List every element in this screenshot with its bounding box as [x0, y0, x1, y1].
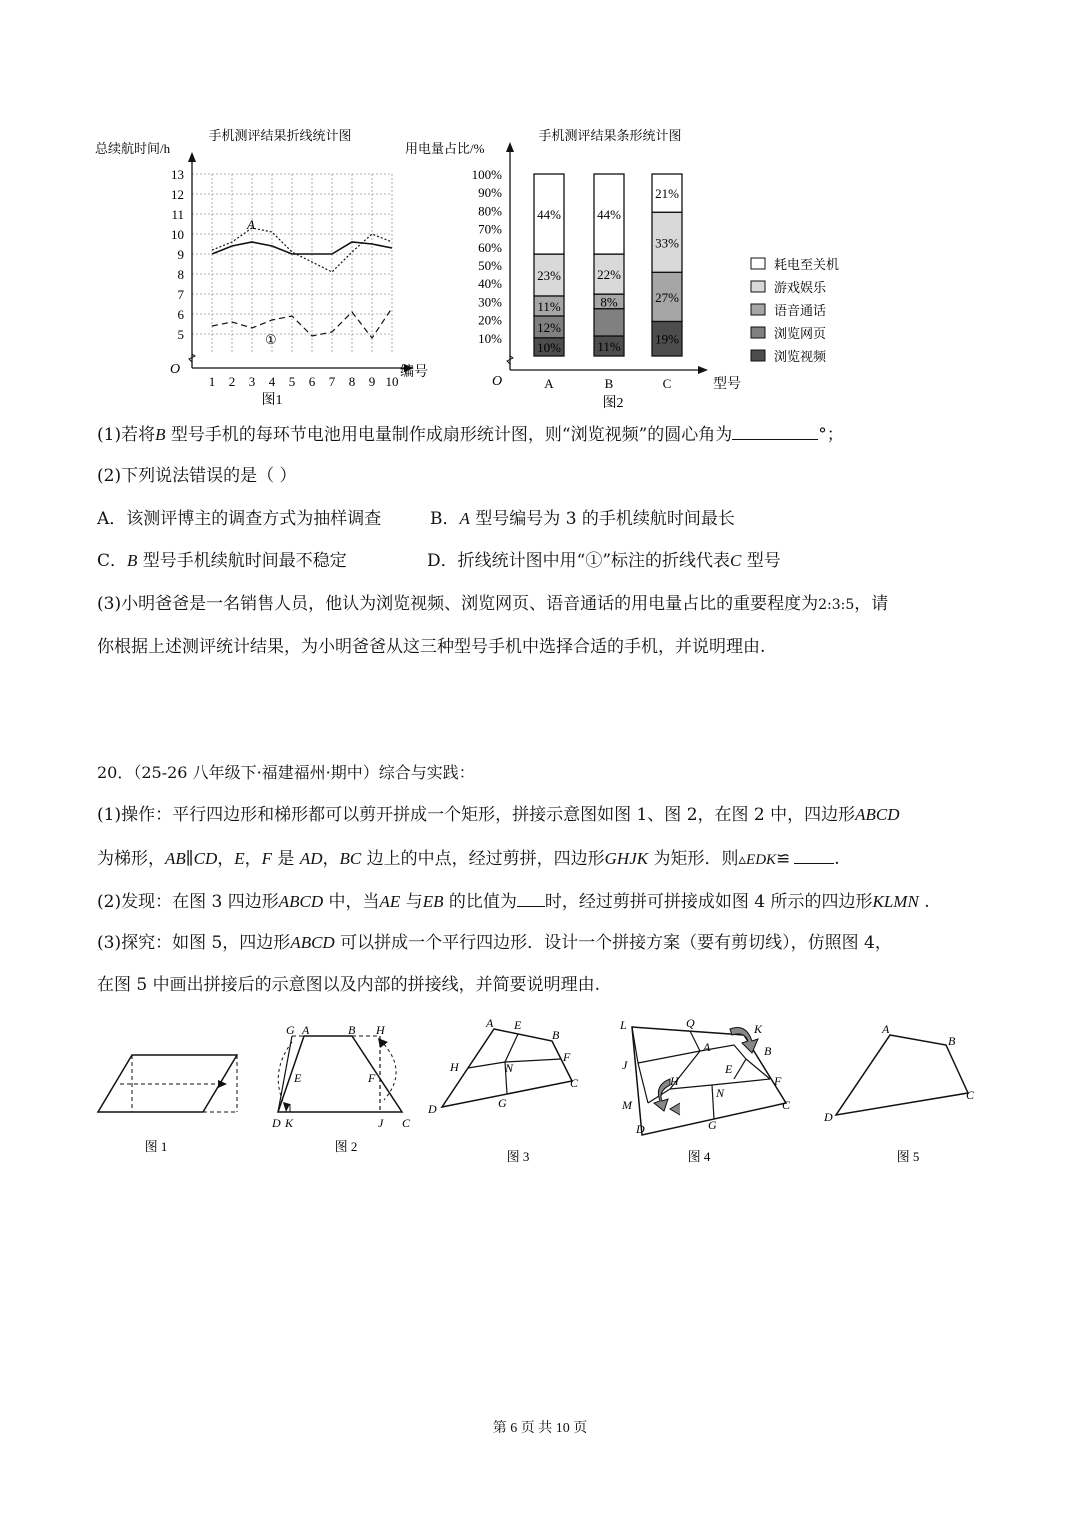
fig3-label-b: B — [552, 1028, 560, 1042]
fig5-label-a: A — [882, 1022, 890, 1036]
answer-blank-angle[interactable] — [732, 423, 818, 440]
line-chart-axes — [188, 152, 414, 372]
line-chart-y-tick-label: 7 — [177, 287, 184, 302]
fig3-label-c: C — [570, 1076, 579, 1090]
bar-chart-x-arrow — [698, 366, 708, 374]
fig4-label-q: Q — [686, 1016, 695, 1030]
fig3-label-a: A — [486, 1016, 494, 1030]
fig2-label-a: A — [302, 1023, 310, 1037]
legend-swatch — [751, 258, 765, 269]
line-chart-series-line-2 — [212, 242, 392, 254]
fig4-label-e: E — [725, 1062, 733, 1076]
q19-part1: (1)若将B 型号手机的每环节电池用电量制作成扇形统计图，则“浏览视频”的圆心角为 °； — [97, 425, 844, 445]
fig4-label-f: F — [774, 1074, 782, 1088]
fig4-label-c: C — [782, 1098, 791, 1112]
q19-option-c[interactable]: C．B 型号手机续航时间最不稳定 — [97, 551, 347, 571]
q20-part1-line1: (1)操作：平行四边形和梯形都可以剪开拼成一个矩形，拼接示意图如图 1、图 2，在图 2 中，四边形ABCD — [97, 805, 900, 825]
fig4-label-l: L — [620, 1018, 627, 1032]
legend-label: 耗电至关机 — [774, 257, 840, 272]
bar-chart-y-ticks — [472, 167, 503, 346]
line-chart-x-tick-label: 3 — [248, 374, 256, 389]
line-chart-marker-1: ① — [265, 332, 277, 347]
fig3-label-h: H — [450, 1060, 459, 1074]
figure-3-caption: 图 3 — [506, 1149, 530, 1164]
bar-data-label: 21% — [655, 186, 679, 202]
bar-chart-y-tick-label: 20% — [478, 312, 502, 328]
bar-chart — [400, 118, 880, 418]
line-chart-series-line-3 — [212, 308, 392, 338]
bar-data-label: 44% — [537, 207, 561, 223]
q19-option-d[interactable]: D．折线统计图中用“①”标注的折线代表C 型号 — [427, 551, 781, 571]
line-chart-y-arrow — [188, 152, 196, 162]
line-chart-x-tick-label: 4 — [268, 374, 276, 389]
bar-data-label: 33% — [655, 235, 679, 251]
bar-chart-y-tick-label: 40% — [478, 276, 502, 292]
line-chart-marker-a: A — [247, 217, 255, 232]
fig5-label-d: D — [824, 1110, 833, 1124]
line-chart-y-tick-label: 12 — [171, 187, 184, 202]
figure-3 — [424, 1015, 594, 1175]
fig2-label-j: J — [378, 1116, 384, 1130]
line-chart-series-line-1 — [212, 228, 392, 272]
bar-chart-y-tick-label: 50% — [478, 258, 502, 273]
fig4-label-d: D — [636, 1122, 645, 1136]
q19-part3-line1: (3)小明爸爸是一名销售人员，他认为浏览视频、浏览网页、语音通话的用电量占比的重要程度为2:3:5，请 — [97, 594, 889, 614]
fig4-label-b: B — [764, 1044, 772, 1058]
bar-chart-y-tick-label: 60% — [478, 239, 502, 255]
bar-chart-y-tick-label: 90% — [478, 185, 502, 201]
legend-swatch — [751, 281, 765, 292]
bar-chart-y-tick-label: 100% — [471, 167, 502, 182]
q19-option-b[interactable]: B．A 型号编号为 3 的手机续航时间最长 — [430, 509, 735, 529]
fig3-label-e: E — [514, 1018, 522, 1032]
answer-blank-ratio[interactable] — [517, 890, 545, 907]
q20-heading: 20．（25-26 八年级下·福建福州·期中）综合与实践： — [97, 763, 475, 782]
fig2-label-b: B — [348, 1023, 356, 1037]
bar-chart-title: 手机测评结果条形统计图 — [538, 128, 682, 143]
bar-chart-legend — [751, 257, 839, 364]
fig2-label-f: F — [368, 1071, 376, 1085]
bar-chart-x-tick-label: A — [544, 376, 554, 391]
bar-data-label: 19% — [655, 331, 679, 347]
figure-5 — [820, 1015, 990, 1175]
bar-chart-y-tick-label: 10% — [478, 330, 502, 346]
fig2-label-c: C — [402, 1116, 411, 1130]
bar-chart-y-tick-label: 80% — [478, 203, 502, 219]
figure-2 — [262, 1020, 422, 1170]
line-chart-y-ticks — [171, 167, 185, 342]
bar-data-label: 12% — [537, 319, 561, 335]
bar-chart-y-tick-label: 30% — [478, 294, 502, 310]
bar-data-label: 22% — [597, 267, 621, 283]
line-chart-x-tick-label: 7 — [328, 374, 336, 389]
q20-part2: (2)发现：在图 3 四边形ABCD 中，当AE 与EB 的比值为 时，经过剪拼可拼接成如图 4 所示的四边形KLMN . — [97, 892, 930, 912]
fig2-label-k: K — [285, 1116, 294, 1130]
line-chart-y-tick-label: 10 — [171, 227, 184, 242]
figure-5-caption: 图 5 — [896, 1149, 920, 1164]
line-chart-y-tick-label: 9 — [177, 247, 184, 262]
line-chart-x-tick-label: 5 — [288, 374, 296, 389]
line-chart-xlabel: 编号 — [400, 365, 428, 380]
line-chart-x-tick-label: 8 — [348, 374, 356, 389]
line-chart-x-ticks — [209, 374, 399, 389]
line-chart-ylabel: 总续航时间/h — [95, 141, 171, 156]
legend-swatch — [751, 350, 765, 361]
line-chart-series — [212, 228, 392, 338]
line-chart-x-tick-label: 10 — [385, 374, 399, 389]
legend-swatch — [751, 304, 765, 315]
line-chart-y-tick-label: 6 — [177, 307, 184, 322]
figure-1 — [90, 1040, 250, 1170]
line-chart-y-tick-label: 13 — [171, 167, 184, 182]
fig5-label-b: B — [948, 1034, 956, 1048]
bar-data-label: 27% — [655, 289, 679, 305]
bar-chart-xlabel: 型号 — [713, 377, 741, 392]
fig4-label-m: M — [622, 1098, 632, 1112]
line-chart-x-tick-label: 9 — [368, 374, 376, 389]
line-chart-y-tick-label: 5 — [177, 327, 184, 342]
page-footer: 第 6 页 共 10 页 — [492, 1421, 588, 1436]
line-chart-x-tick-label: 6 — [308, 374, 316, 389]
figure-1-caption: 图 1 — [144, 1139, 168, 1154]
fig3-label-n: N — [505, 1061, 514, 1075]
fig4-label-g: G — [708, 1118, 717, 1132]
bar-chart-x-tick-label: B — [604, 376, 614, 391]
bar-chart-origin: O — [492, 374, 503, 389]
q20-part1-line2: 为梯形，AB∥CD，E，F 是 AD，BC 边上的中点，经过剪拼，四边形GHJK 为矩形．则▵EDK≌ . — [97, 849, 840, 869]
fig4-label-j: J — [622, 1058, 628, 1072]
line-chart-x-tick-label: 2 — [228, 374, 236, 389]
fig2-label-g: G — [286, 1023, 295, 1037]
fig2-label-h: H — [376, 1023, 385, 1037]
q19-part3-line2: 你根据上述测评统计结果，为小明爸爸从这三种型号手机中选择合适的手机，并说明理由. — [97, 637, 766, 657]
line-chart-grid — [192, 174, 392, 354]
bar-chart-ylabel: 用电量占比/% — [405, 141, 485, 156]
figure-2-caption: 图 2 — [334, 1139, 358, 1154]
q19-part2: (2)下列说法错误的是（ ） — [97, 466, 297, 486]
bar-chart-bars — [534, 174, 682, 356]
legend-label: 游戏娱乐 — [774, 280, 827, 295]
fig4-label-n: N — [716, 1086, 725, 1100]
fig2-label-d: D — [272, 1116, 281, 1130]
answer-blank-congruent[interactable] — [794, 847, 834, 864]
bar-chart-y-tick-label: 70% — [478, 221, 502, 237]
bar-segment — [594, 309, 624, 336]
figure-4 — [604, 1015, 814, 1175]
fig2-label-e: E — [294, 1071, 302, 1085]
fig4-label-a: A — [703, 1040, 711, 1054]
line-chart-origin: O — [170, 362, 181, 377]
bar-chart-x-tick-label: C — [662, 376, 672, 391]
bar-chart-caption: 图2 — [602, 396, 624, 411]
fig3-label-f: F — [563, 1050, 571, 1064]
q19-option-a[interactable]: A．该测评博主的调查方式为抽样调查 — [97, 509, 382, 529]
bar-chart-y-arrow — [506, 142, 514, 152]
bar-data-label: 10% — [537, 339, 561, 355]
legend-label: 浏览视频 — [774, 349, 827, 364]
bar-data-label: 8% — [600, 294, 618, 310]
q20-part3-line2: 在图 5 中画出拼接后的示意图以及内部的拼接线，并简要说明理由. — [97, 975, 601, 995]
bar-data-label: 11% — [537, 298, 561, 314]
legend-label: 语音通话 — [774, 303, 827, 318]
bar-data-label: 11% — [597, 338, 621, 354]
line-chart-caption: 图1 — [261, 393, 283, 408]
fig4-label-k: K — [754, 1022, 763, 1036]
bar-data-label: 23% — [537, 268, 561, 284]
q20-part3-line1: (3)探究：如图 5，四边形ABCD 可以拼成一个平行四边形．设计一个拼接方案（要有剪切线），仿照图 4， — [97, 933, 892, 953]
fig3-label-g: G — [498, 1096, 507, 1110]
legend-label: 浏览网页 — [774, 326, 827, 341]
line-chart-title: 手机测评结果折线统计图 — [208, 128, 352, 143]
line-chart-x-tick-label: 1 — [208, 374, 216, 389]
line-chart-y-tick-label: 8 — [177, 267, 184, 282]
bar-data-label: 44% — [597, 207, 621, 223]
figure-4-caption: 图 4 — [687, 1149, 711, 1164]
line-chart-y-tick-label: 11 — [171, 207, 184, 222]
fig4-label-h: H — [670, 1074, 679, 1088]
bar-chart-x-ticks — [544, 376, 671, 391]
fig5-label-c: C — [966, 1088, 975, 1102]
fig3-label-d: D — [428, 1102, 437, 1116]
legend-swatch — [751, 327, 765, 338]
line-chart — [90, 118, 430, 418]
